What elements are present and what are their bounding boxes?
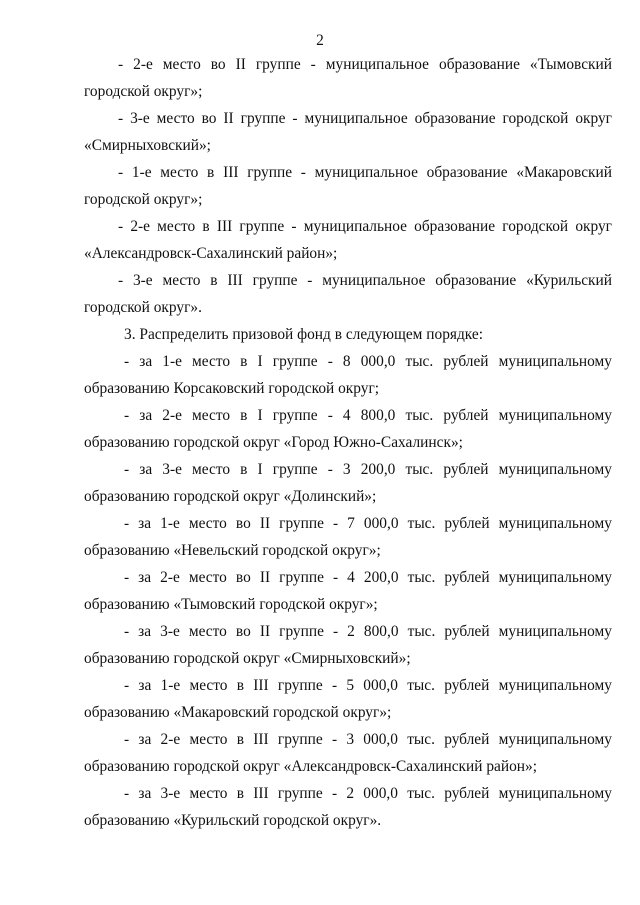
prize-item-4-line-2: образованию «Невельский городской округ»; <box>84 542 381 559</box>
paragraph-4-line-1: - 2-е место в III группе - муниципальное образование городской округ <box>118 218 612 235</box>
prize-item-1-line-2: образованию Корсаковский городской округ; <box>84 380 380 397</box>
paragraph-1-line-1: - 2-е место во II группе - муниципальное образование «Тымовский <box>118 56 612 73</box>
prize-item-3-line-2: образованию городской округ «Долинский»; <box>84 488 377 505</box>
prize-item-1-line-1: - за 1-е место в I группе - 8 000,0 тыс. рублей муниципальному <box>124 353 612 370</box>
paragraph-2-line-1: - 3-е место во II группе - муниципальное образование городской округ <box>118 110 612 127</box>
section-3-heading: 3. Распределить призовой фонд в следующем порядке: <box>124 326 484 343</box>
paragraph-2-line-2: «Смирныховский»; <box>84 137 211 154</box>
prize-item-4-line-1: - за 1-е место во II группе - 7 000,0 тыс. рублей муниципальному <box>124 515 612 532</box>
page-number: 2 <box>316 32 324 49</box>
paragraph-3-line-2: городской округ»; <box>84 191 203 208</box>
prize-item-6-line-2: образованию городской округ «Смирныховский»; <box>84 650 411 667</box>
prize-item-5-line-2: образованию «Тымовский городской округ»; <box>84 596 378 613</box>
prize-item-5-line-1: - за 2-е место во II группе - 4 200,0 тыс. рублей муниципальному <box>124 569 612 586</box>
prize-item-8-line-2: образованию городской округ «Александровск-Сахалинский район»; <box>84 758 538 775</box>
paragraph-4-line-2: «Александровск-Сахалинский район»; <box>84 245 338 262</box>
paragraph-5-line-1: - 3-е место в III группе - муниципальное образование «Курильский <box>118 272 612 289</box>
prize-item-2-line-2: образованию городской округ «Город Южно-Сахалинск»; <box>84 434 463 451</box>
prize-item-6-line-1: - за 3-е место во II группе - 2 800,0 тыс. рублей муниципальному <box>124 623 612 640</box>
paragraph-1-line-2: городской округ»; <box>84 83 203 100</box>
prize-item-9-line-2: образованию «Курильский городской округ». <box>84 812 382 829</box>
prize-item-7-line-1: - за 1-е место в III группе - 5 000,0 тыс. рублей муниципальному <box>124 677 612 694</box>
paragraph-3-line-1: - 1-е место в III группе - муниципальное образование «Макаровский <box>118 164 612 181</box>
prize-item-7-line-2: образованию «Макаровский городской округ»; <box>84 704 392 721</box>
prize-item-2-line-1: - за 2-е место в I группе - 4 800,0 тыс. рублей муниципальному <box>124 407 612 424</box>
prize-item-9-line-1: - за 3-е место в III группе - 2 000,0 тыс. рублей муниципальному <box>124 785 612 802</box>
document-body <box>84 56 612 839</box>
prize-item-8-line-1: - за 2-е место в III группе - 3 000,0 тыс. рублей муниципальному <box>124 731 612 748</box>
paragraph-5-line-2: городской округ». <box>84 299 202 316</box>
prize-item-3-line-1: - за 3-е место в I группе - 3 200,0 тыс. рублей муниципальному <box>124 461 612 478</box>
